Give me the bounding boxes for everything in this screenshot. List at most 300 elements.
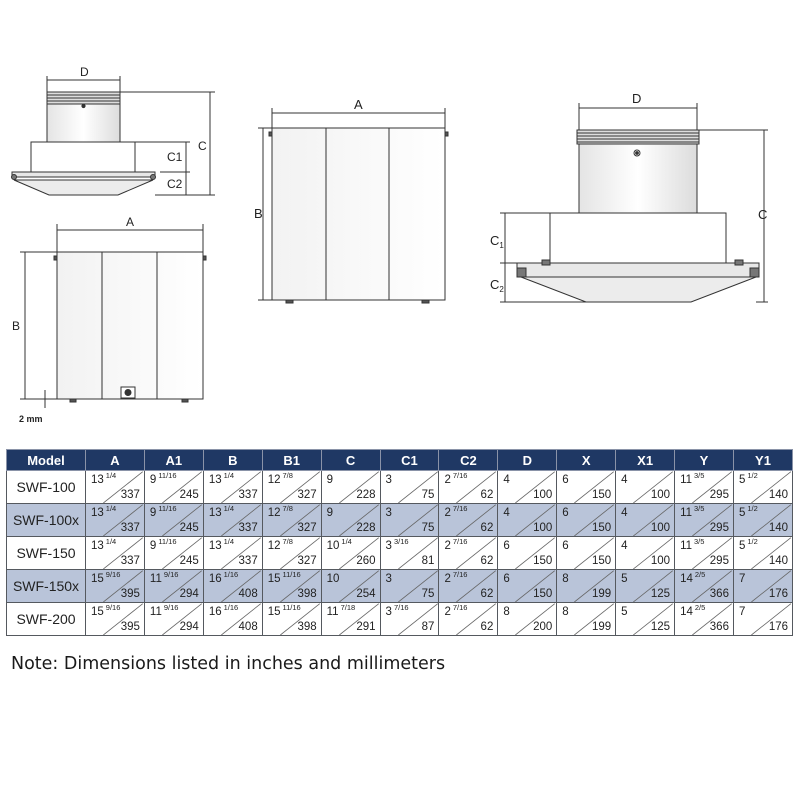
- inch-fraction: 1/4: [105, 537, 117, 547]
- dimension-cell: [733, 471, 792, 504]
- inch-whole: 15: [91, 573, 104, 585]
- inch-value: [149, 537, 177, 552]
- dimension-cell: [144, 471, 203, 504]
- inch-whole: 3: [385, 606, 392, 618]
- inch-fraction: 9/16: [105, 570, 121, 580]
- inch-value: [503, 606, 509, 618]
- inch-value: [444, 603, 468, 618]
- inch-value: [267, 603, 301, 618]
- mm-value: 291: [356, 621, 376, 633]
- inch-value: [680, 570, 706, 585]
- mm-value: 294: [179, 621, 199, 633]
- column-header: X1: [616, 450, 675, 471]
- inch-whole: 7: [738, 606, 746, 618]
- dimension-cell: [675, 504, 734, 537]
- mm-value: 398: [297, 588, 317, 600]
- dimension-cell: [144, 603, 203, 636]
- table-row: [7, 603, 793, 636]
- column-header: C2: [439, 450, 498, 471]
- dimension-cell: [262, 603, 321, 636]
- small-front-view: [20, 224, 206, 408]
- mm-value: 199: [591, 588, 612, 600]
- mm-value: 100: [650, 522, 671, 534]
- inch-fraction: 3/5: [694, 471, 705, 481]
- inch-fraction: 1/2: [747, 537, 758, 547]
- dimension-cell: [262, 504, 321, 537]
- inch-fraction: 7/16: [452, 603, 468, 613]
- mm-value: 100: [533, 489, 553, 501]
- inch-value: [562, 573, 568, 585]
- inch-whole: 9: [149, 507, 157, 519]
- inch-fraction: 11/16: [282, 570, 301, 580]
- model-cell: SWF-100x: [7, 504, 86, 537]
- model-cell: SWF-200: [7, 603, 86, 636]
- inch-whole: 7: [738, 573, 746, 585]
- mm-value: 254: [356, 588, 376, 600]
- inch-value: [444, 570, 468, 585]
- dimension-cell: [380, 471, 439, 504]
- inch-value: [680, 471, 705, 486]
- inch-whole: 9: [326, 507, 334, 519]
- inch-whole: 4: [621, 507, 628, 519]
- inch-value: [738, 471, 758, 486]
- inch-whole: 5: [738, 507, 746, 519]
- inch-value: [444, 537, 468, 552]
- inch-fraction: 7/18: [340, 603, 356, 613]
- column-header: Model: [7, 450, 86, 471]
- mm-value: 245: [179, 555, 199, 567]
- mm-value: 150: [533, 588, 553, 600]
- inch-value: [503, 540, 509, 552]
- mm-value: 366: [709, 621, 729, 633]
- inch-value: [738, 537, 758, 552]
- inch-whole: 12: [267, 540, 281, 552]
- mm-value: 408: [238, 621, 258, 633]
- inch-value: [91, 570, 121, 585]
- inch-value: [621, 540, 627, 552]
- inch-value: [91, 504, 117, 519]
- inch-fraction: 7/16: [452, 471, 468, 481]
- inch-whole: 14: [680, 606, 693, 618]
- inch-value: [91, 471, 117, 486]
- mm-value: 81: [421, 555, 435, 567]
- inch-whole: 11: [149, 606, 162, 618]
- inch-value: [621, 606, 627, 618]
- inch-whole: 12: [267, 474, 281, 486]
- inch-whole: 6: [503, 573, 510, 585]
- inch-fraction: 11/16: [158, 504, 177, 514]
- column-header: Y1: [733, 450, 792, 471]
- inch-whole: 8: [562, 606, 569, 618]
- dimension-cell: [144, 537, 203, 570]
- dimension-cell: [262, 537, 321, 570]
- dimension-cell: [498, 471, 557, 504]
- mm-value: 62: [480, 621, 494, 633]
- inch-fraction: 7/16: [393, 603, 409, 613]
- inch-whole: 3: [385, 540, 392, 552]
- inch-value: [680, 504, 705, 519]
- column-header: A: [86, 450, 145, 471]
- large-side-c-label: C: [758, 207, 768, 222]
- small-front-a-label: A: [126, 215, 135, 229]
- dimension-cell: [321, 570, 380, 603]
- dimension-cell: [616, 504, 675, 537]
- dimension-cell: [557, 570, 616, 603]
- dimension-cell: [321, 603, 380, 636]
- inch-fraction: 3/5: [694, 504, 705, 514]
- inch-value: [738, 504, 758, 519]
- mm-value: 100: [650, 555, 671, 567]
- inch-whole: 2: [444, 573, 451, 585]
- inch-fraction: 3/16: [393, 537, 409, 547]
- inch-whole: 6: [562, 507, 569, 519]
- dimension-cell: [675, 570, 734, 603]
- dimension-cell: [86, 537, 145, 570]
- inch-fraction: 7/16: [452, 537, 468, 547]
- small-side-c-label: C: [198, 139, 207, 153]
- inch-whole: 13: [91, 507, 104, 519]
- dimension-cell: [380, 570, 439, 603]
- inch-whole: 5: [738, 474, 746, 486]
- inch-whole: 11: [326, 606, 339, 618]
- mm-value: 327: [297, 555, 317, 567]
- dimension-cell: [733, 504, 792, 537]
- inch-value: [208, 504, 235, 519]
- mm-value: 75: [421, 489, 435, 501]
- inch-whole: 11: [680, 507, 693, 519]
- inch-value: [91, 537, 117, 552]
- inch-value: [208, 603, 239, 618]
- inch-value: [149, 570, 179, 585]
- inch-value: [327, 573, 340, 585]
- mm-value: 87: [421, 621, 435, 633]
- inch-whole: 13: [91, 474, 104, 486]
- inch-whole: 9: [326, 474, 334, 486]
- mm-value: 408: [238, 588, 258, 600]
- inch-value: [326, 603, 356, 618]
- inch-value: [267, 471, 293, 486]
- inch-whole: 10: [326, 540, 340, 552]
- mm-value: 140: [768, 522, 788, 534]
- mm-value: 294: [179, 588, 199, 600]
- inch-fraction: 7/16: [452, 504, 468, 514]
- inch-value: [503, 474, 509, 486]
- dimension-cell: [616, 570, 675, 603]
- dimension-cell: [380, 537, 439, 570]
- mm-value: 176: [768, 588, 788, 600]
- dimension-cell: [321, 537, 380, 570]
- large-side-d-label: D: [632, 91, 642, 106]
- mm-value: 327: [297, 489, 317, 501]
- mm-value: 395: [120, 588, 140, 600]
- inch-value: [386, 474, 392, 486]
- large-front-b-label: B: [254, 206, 263, 221]
- column-header: B1: [262, 450, 321, 471]
- inch-fraction: 1/4: [105, 504, 117, 514]
- mm-value: 100: [650, 489, 671, 501]
- inch-whole: 6: [503, 540, 510, 552]
- dimension-cell: [439, 603, 498, 636]
- logo-mark: [125, 389, 132, 396]
- inch-whole: 8: [503, 606, 510, 618]
- mm-value: 295: [709, 522, 729, 534]
- dimension-cell: [616, 471, 675, 504]
- mm-value: 62: [480, 522, 494, 534]
- dimension-cell: [321, 471, 380, 504]
- table-header-row: [7, 450, 793, 471]
- inch-fraction: 1/4: [341, 537, 352, 547]
- small-side-c1-label: C1: [167, 150, 183, 164]
- inch-value: [621, 474, 627, 486]
- mm-value: 337: [238, 489, 258, 501]
- dimension-cell: [262, 570, 321, 603]
- inch-value: [149, 471, 177, 486]
- inch-fraction: 1/16: [223, 603, 239, 613]
- mm-value: 395: [120, 621, 140, 633]
- inch-value: [680, 603, 706, 618]
- inch-fraction: 7/8: [282, 504, 293, 514]
- inch-value: [739, 606, 745, 618]
- inch-fraction: 7/8: [282, 471, 293, 481]
- mm-value: 125: [650, 621, 671, 633]
- mm-value: 150: [591, 555, 612, 567]
- inch-value: [149, 504, 177, 519]
- dimension-cell: [321, 504, 380, 537]
- inch-fraction: 11/16: [282, 603, 301, 613]
- inch-value: [267, 537, 293, 552]
- inch-value: [267, 570, 301, 585]
- small-front-gap-label: 2 mm: [19, 414, 43, 424]
- mm-value: 295: [709, 489, 729, 501]
- inch-value: [385, 537, 409, 552]
- inch-fraction: 9/16: [163, 570, 179, 580]
- inch-whole: 15: [267, 573, 281, 585]
- mm-value: 245: [179, 489, 199, 501]
- dimension-cell: [733, 570, 792, 603]
- mm-value: 337: [120, 489, 140, 501]
- mm-value: 62: [480, 588, 494, 600]
- inch-value: [327, 474, 333, 486]
- dimension-cell: [203, 603, 262, 636]
- inch-value: [91, 603, 121, 618]
- mm-value: 140: [768, 555, 788, 567]
- inch-value: [562, 474, 568, 486]
- dimension-cell: [616, 603, 675, 636]
- inch-value: [503, 507, 509, 519]
- dimension-cell: [86, 603, 145, 636]
- dimension-cell: [439, 537, 498, 570]
- large-side-view: [500, 103, 768, 302]
- mm-value: 398: [297, 621, 317, 633]
- dimension-cell: [86, 570, 145, 603]
- inch-value: [562, 606, 568, 618]
- dimension-cell: [675, 537, 734, 570]
- inch-whole: 2: [444, 606, 451, 618]
- dimension-cell: [675, 471, 734, 504]
- mm-value: 75: [421, 522, 435, 534]
- inch-whole: 3: [385, 507, 392, 519]
- inch-fraction: 1/4: [105, 471, 117, 481]
- dimension-cell: [557, 537, 616, 570]
- dimensions-note: Note: Dimensions listed in inches and millimeters: [11, 654, 446, 674]
- inch-whole: 4: [621, 540, 628, 552]
- inch-value: [208, 570, 239, 585]
- small-front-b-label: B: [12, 319, 21, 333]
- dimension-cell: [144, 570, 203, 603]
- inch-fraction: 1/16: [223, 570, 239, 580]
- inch-value: [386, 573, 392, 585]
- inch-value: [621, 573, 627, 585]
- inch-fraction: 1/2: [747, 471, 758, 481]
- inch-whole: 11: [680, 474, 693, 486]
- inch-fraction: 9/16: [105, 603, 121, 613]
- dimension-cell: [380, 504, 439, 537]
- dimension-cell: [498, 504, 557, 537]
- inch-value: [386, 507, 392, 519]
- inch-whole: 12: [267, 507, 281, 519]
- mm-value: 150: [591, 522, 612, 534]
- mm-value: 62: [480, 555, 494, 567]
- small-side-c2-label: C2: [167, 177, 183, 191]
- dimension-cell: [498, 603, 557, 636]
- inch-whole: 13: [91, 540, 104, 552]
- inch-value: [680, 537, 705, 552]
- mm-value: 260: [356, 555, 376, 567]
- dimension-cell: [439, 471, 498, 504]
- inch-value: [267, 504, 293, 519]
- mm-value: 228: [356, 489, 376, 501]
- inch-value: [385, 603, 409, 618]
- inch-whole: 13: [208, 540, 222, 552]
- column-header: C1: [380, 450, 439, 471]
- dimension-cell: [144, 504, 203, 537]
- inch-fraction: 11/16: [158, 471, 177, 481]
- mm-value: 337: [120, 522, 140, 534]
- inch-fraction: 9/16: [163, 603, 179, 613]
- table-row: [7, 471, 793, 504]
- mm-value: 228: [356, 522, 376, 534]
- inch-fraction: 1/4: [223, 504, 235, 514]
- inch-value: [149, 603, 179, 618]
- mm-value: 327: [297, 522, 317, 534]
- inch-fraction: 7/16: [452, 570, 468, 580]
- dimension-cell: [380, 603, 439, 636]
- dimension-cell: [262, 471, 321, 504]
- inch-whole: 6: [562, 540, 569, 552]
- inch-fraction: 7/8: [282, 537, 293, 547]
- inch-whole: 15: [91, 606, 104, 618]
- inch-whole: 9: [149, 474, 157, 486]
- inch-whole: 9: [149, 540, 157, 552]
- inch-whole: 11: [149, 573, 162, 585]
- mm-value: 200: [533, 621, 553, 633]
- dimension-cell: [203, 570, 262, 603]
- mm-value: 295: [709, 555, 729, 567]
- mm-value: 337: [120, 555, 140, 567]
- inch-value: [562, 540, 568, 552]
- dimension-cell: [86, 471, 145, 504]
- large-front-a-label: A: [354, 97, 363, 112]
- inch-whole: 5: [621, 573, 628, 585]
- dimension-cell: [557, 471, 616, 504]
- model-cell: SWF-150: [7, 537, 86, 570]
- inch-value: [562, 507, 568, 519]
- inch-whole: 4: [621, 474, 628, 486]
- inch-whole: 6: [562, 474, 569, 486]
- inch-whole: 10: [326, 573, 340, 585]
- inch-fraction: 1/2: [747, 504, 758, 514]
- table-body: [7, 471, 793, 636]
- inch-whole: 3: [385, 474, 392, 486]
- dimension-cell: [498, 537, 557, 570]
- dimension-cell: [439, 504, 498, 537]
- dimension-cell: [203, 537, 262, 570]
- inch-fraction: 2/5: [694, 570, 706, 580]
- inch-whole: 2: [444, 507, 451, 519]
- mm-value: 150: [591, 489, 612, 501]
- inch-value: [739, 573, 745, 585]
- dimension-cell: [733, 603, 792, 636]
- dimension-cell: [557, 504, 616, 537]
- dimension-cell: [439, 570, 498, 603]
- mm-value: 199: [591, 621, 612, 633]
- inch-value: [208, 471, 235, 486]
- dimension-cell: [557, 603, 616, 636]
- dimension-cell: [203, 471, 262, 504]
- column-header: A1: [144, 450, 203, 471]
- dimension-cell: [498, 570, 557, 603]
- small-side-view: [12, 76, 216, 195]
- inch-fraction: 11/16: [158, 537, 177, 547]
- mm-value: 150: [533, 555, 553, 567]
- inch-whole: 13: [208, 507, 222, 519]
- model-cell: SWF-100: [7, 471, 86, 504]
- dimension-cell: [86, 504, 145, 537]
- inch-fraction: 3/5: [694, 537, 705, 547]
- inch-whole: 2: [444, 474, 451, 486]
- inch-whole: 4: [503, 507, 510, 519]
- column-header: B: [203, 450, 262, 471]
- table-row: [7, 504, 793, 537]
- inch-value: [444, 471, 468, 486]
- dimensions-table: [6, 449, 793, 636]
- small-side-d-label: D: [80, 65, 89, 79]
- inch-whole: 13: [208, 474, 222, 486]
- large-side-c1-label: $C_1$: [490, 233, 504, 250]
- inch-whole: 16: [208, 606, 222, 618]
- inch-whole: 15: [267, 606, 281, 618]
- inch-fraction: 1/4: [223, 471, 235, 481]
- mm-value: 125: [650, 588, 671, 600]
- large-front-view: [258, 108, 448, 303]
- large-side-c2-label: $C_2$: [490, 277, 504, 294]
- inch-whole: 4: [503, 474, 510, 486]
- column-header: X: [557, 450, 616, 471]
- dimension-cell: [616, 537, 675, 570]
- inch-value: [326, 537, 352, 552]
- mm-value: 337: [238, 522, 258, 534]
- inch-whole: 8: [562, 573, 569, 585]
- mm-value: 366: [709, 588, 729, 600]
- inch-whole: 14: [680, 573, 693, 585]
- inch-value: [327, 507, 333, 519]
- inch-value: [621, 507, 627, 519]
- mm-value: 140: [768, 489, 788, 501]
- table-row: [7, 570, 793, 603]
- mm-value: 62: [480, 489, 494, 501]
- inch-whole: 5: [621, 606, 628, 618]
- inch-whole: 2: [444, 540, 451, 552]
